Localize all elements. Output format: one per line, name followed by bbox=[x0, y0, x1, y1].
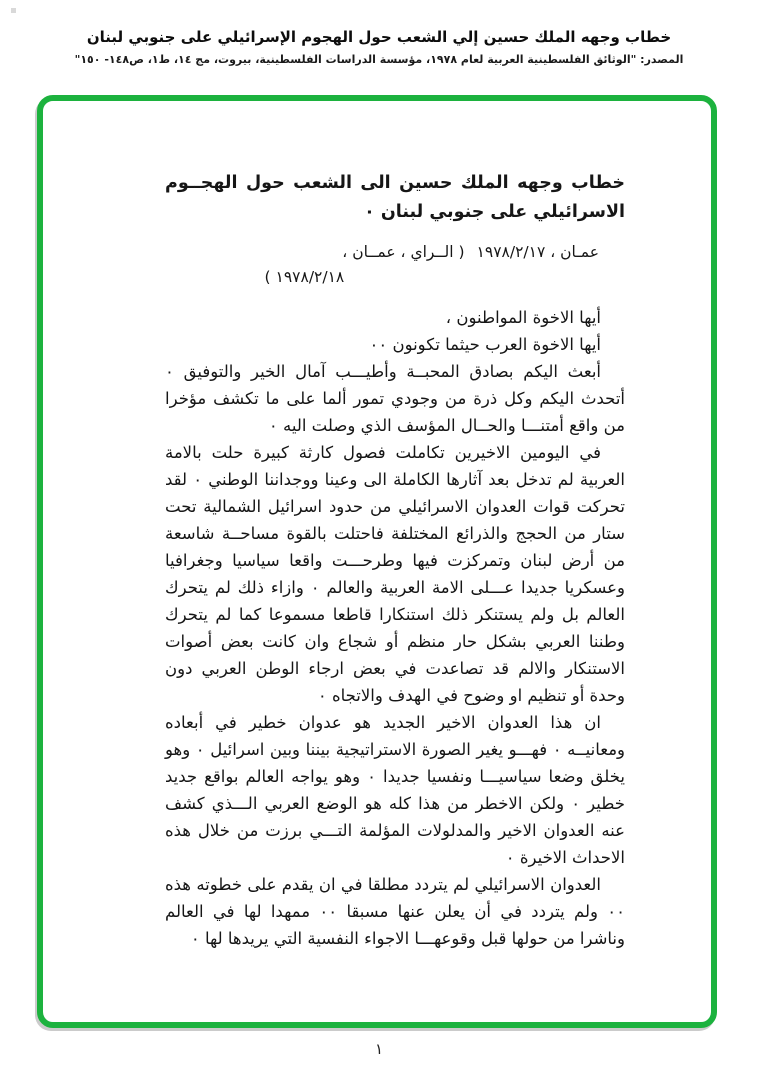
document-paragraph: العدوان الاسرائيلي لم يتردد مطلقا في ان يقدم على خطوته هذه ٠٠ ولم يتردد في أن يعلن عنها مسبقا ٠٠ ممهدا لها في العالم وناشرا من حولها قبل وقوعهـــا الاجواء النفسية التي يريدها لها ٠ bbox=[165, 875, 625, 948]
page-title: خطاب وجهه الملك حسين إلي الشعب حول الهجوم الإسرائيلي على جنوبي لبنان bbox=[86, 28, 672, 46]
document-paragraph: أبعث اليكم بصادق المحبــة وأطيـــب آمال الخير والتوفيق ٠ أتحدث اليكم وكل ذرة من وجودي تمور ألما على ما تكشف مؤخرا من واقع أمتنـــا والحــال المؤسف الذي وصلت اليه ٠ bbox=[165, 362, 625, 435]
dateline-newspaper-ref bbox=[265, 240, 465, 290]
scanned-document-frame bbox=[37, 95, 717, 1028]
dateline bbox=[165, 240, 625, 290]
scanned-document-content bbox=[43, 101, 711, 952]
page-header bbox=[0, 26, 758, 68]
document-heading: خطاب وجهه الملك حسين الى الشعب حول الهجــوم الاسرائيلي على جنوبي لبنان ٠ bbox=[165, 173, 625, 222]
dateline-place-date: عمـان ، ١٩٧٨/٢/١٧ bbox=[476, 243, 599, 261]
salutation-arabs: أيها الاخوة العرب حيثما تكونون ٠٠ bbox=[369, 335, 601, 354]
source-citation: المصدر: "الوثائق الفلسطينية العربية لعام ١٩٧٨، مؤسسة الدراسات الفلسطينية، بيروت، مج ١٤، ط١، ص١٤٨- ١٥٠" bbox=[74, 53, 684, 66]
document-body bbox=[165, 304, 625, 952]
salutation-citizens: أيها الاخوة المواطنون ، bbox=[445, 308, 601, 327]
scan-artifact-dot bbox=[11, 8, 16, 13]
document-paragraph: في اليومين الاخيرين تكاملت فصول كارثة كبيرة حلت بالامة العربية لم تدخل بعد آثارها الكاملة الى وعينا ووجداننا الوطني ٠ لقد تحركت قوات العدوان الاسرائيلي من حدود اسرائيل الشمالية تحت ستار من الحجج والذرائع المختلفة فاحتلت بالقوة مساحــة شاسعة من أرض لبنان وتمركزت فيها وطرحـــت واقعا سياسيا وجغرافيا وعسكريا جديدا عـــلى الامة العربية والعالم ٠ وازاء ذلك لم يتحرك العالم بل ولم يستنكر ذلك استنكارا قاطعا مسموعا كما لم يتحرك وطننا العربي بشكل حار منظم أو شجاع وان كانت بعض أصوات الاستنكار والالم قد تصاعدت في بعض ارجاء الوطن العربي دون وحدة أو تنظيم او وضوح في الهدف والاتجاه ٠ bbox=[165, 443, 626, 705]
dateline-ref-line2: ١٩٧٨/٢/١٨ ) bbox=[264, 268, 345, 286]
document-paragraph: ان هذا العدوان الاخير الجديد هو عدوان خطير في أبعاده ومعانيــه ٠ فهـــو يغير الصورة الاستراتيجية بيننا وبين اسرائيل ٠ وهو يخلق وضعا سياسيـــا ونفسيا جديدا ٠ وهو يواجه العالم بواقع جديد خطير ٠ ولكن الاخطر من هذا كله هو الوضع العربي الـــذي كشف عنه العدوان الاخير والمدلولات المؤلمة التـــي برزت من خلال هذه الاحداث الاخيرة ٠ bbox=[165, 713, 626, 867]
page-number: ١ bbox=[374, 1040, 384, 1058]
dateline-ref-line1: ( الــراي ، عمــان ، bbox=[342, 243, 465, 261]
